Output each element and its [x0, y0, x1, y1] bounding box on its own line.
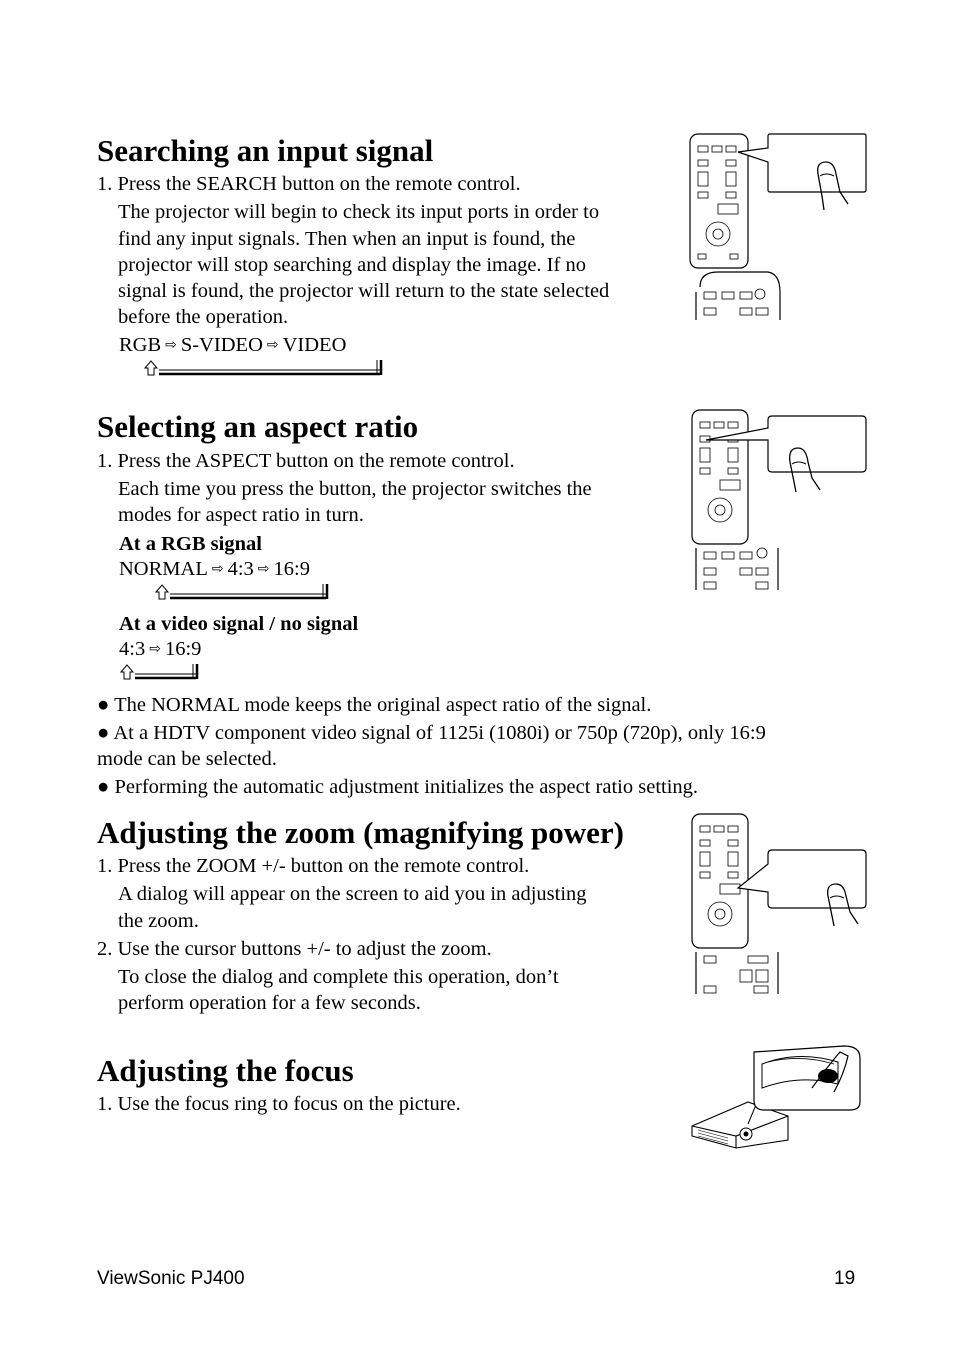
- aspect-video-heading: At a video signal / no signal: [119, 613, 359, 635]
- aspect-note-3: ● Performing the automatic adjustment initializes the aspect ratio setting.: [97, 776, 699, 798]
- seq-item: 16:9: [164, 638, 202, 660]
- seq-item: NORMAL: [119, 558, 208, 580]
- zoom-step1-body-1: A dialog will appear on the screen to aid you in adjusting: [118, 883, 587, 905]
- arrow-right-icon: ⇨: [149, 641, 161, 657]
- search-body-4: signal is found, the projector will return to the state selected: [118, 280, 610, 302]
- remote-aspect-illustration: [688, 408, 870, 593]
- zoom-step2-body-2: perform operation for a few seconds.: [118, 992, 421, 1014]
- seq-item: 16:9: [273, 558, 310, 580]
- seq-item: S-VIDEO: [180, 334, 263, 356]
- remote-search-illustration: [688, 132, 870, 322]
- focus-step1: 1. Use the focus ring to focus on the picture.: [97, 1093, 461, 1115]
- aspect-title: Selecting an aspect ratio: [97, 409, 419, 444]
- search-body-5: before the operation.: [118, 306, 289, 328]
- seq-item: 4:3: [227, 558, 254, 580]
- aspect-video-sequence: [119, 636, 201, 664]
- loop-arrow-icon: [120, 662, 200, 682]
- aspect-step1: 1. Press the ASPECT button on the remote control.: [97, 450, 515, 472]
- seq-item: RGB: [119, 334, 162, 356]
- zoom-step2-body-1: To close the dialog and complete this operation, don’t: [118, 966, 559, 988]
- seq-item: VIDEO: [282, 334, 347, 356]
- search-body-1: The projector will begin to check its input ports in order to: [118, 201, 600, 223]
- search-title: Searching an input signal: [97, 133, 434, 168]
- aspect-note-2b: mode can be selected.: [97, 748, 277, 770]
- search-sequence: [119, 332, 346, 360]
- aspect-note-2: ● At a HDTV component video signal of 1125i (1080i) or 750p (720p), only 16:9: [97, 722, 766, 744]
- loop-arrow-icon: [144, 358, 384, 378]
- arrow-right-icon: ⇨: [211, 561, 224, 577]
- seq-item: 4:3: [119, 638, 146, 660]
- search-body-2: find any input signals. Then when an input is found, the: [118, 228, 576, 250]
- search-step1: 1. Press the SEARCH button on the remote control.: [97, 173, 521, 195]
- loop-arrow-icon: [155, 582, 330, 602]
- arrow-right-icon: ⇨: [165, 337, 177, 353]
- footer-brand: ViewSonic PJ400: [97, 1268, 245, 1289]
- aspect-rgb-sequence: [119, 556, 310, 584]
- remote-zoom-illustration: [688, 812, 870, 997]
- aspect-rgb-heading: At a RGB signal: [119, 533, 262, 555]
- focus-title: Adjusting the focus: [97, 1053, 354, 1088]
- search-body-3: projector will stop searching and display the image. If no: [118, 254, 586, 276]
- arrow-right-icon: ⇨: [257, 561, 270, 577]
- page-number: 19: [834, 1268, 856, 1289]
- zoom-step1-body-2: the zoom.: [118, 910, 199, 932]
- aspect-note-1: ● The NORMAL mode keeps the original aspect ratio of the signal.: [97, 694, 652, 716]
- arrow-right-icon: ⇨: [266, 337, 279, 353]
- aspect-body-2: modes for aspect ratio in turn.: [118, 504, 364, 526]
- zoom-title: Adjusting the zoom (magnifying power): [97, 815, 624, 850]
- projector-focus-illustration: [688, 1044, 868, 1150]
- zoom-step2: 2. Use the cursor buttons +/- to adjust the zoom.: [97, 938, 492, 960]
- zoom-step1: 1. Press the ZOOM +/- button on the remote control.: [97, 855, 530, 877]
- aspect-body-1: Each time you press the button, the projector switches the: [118, 478, 592, 500]
